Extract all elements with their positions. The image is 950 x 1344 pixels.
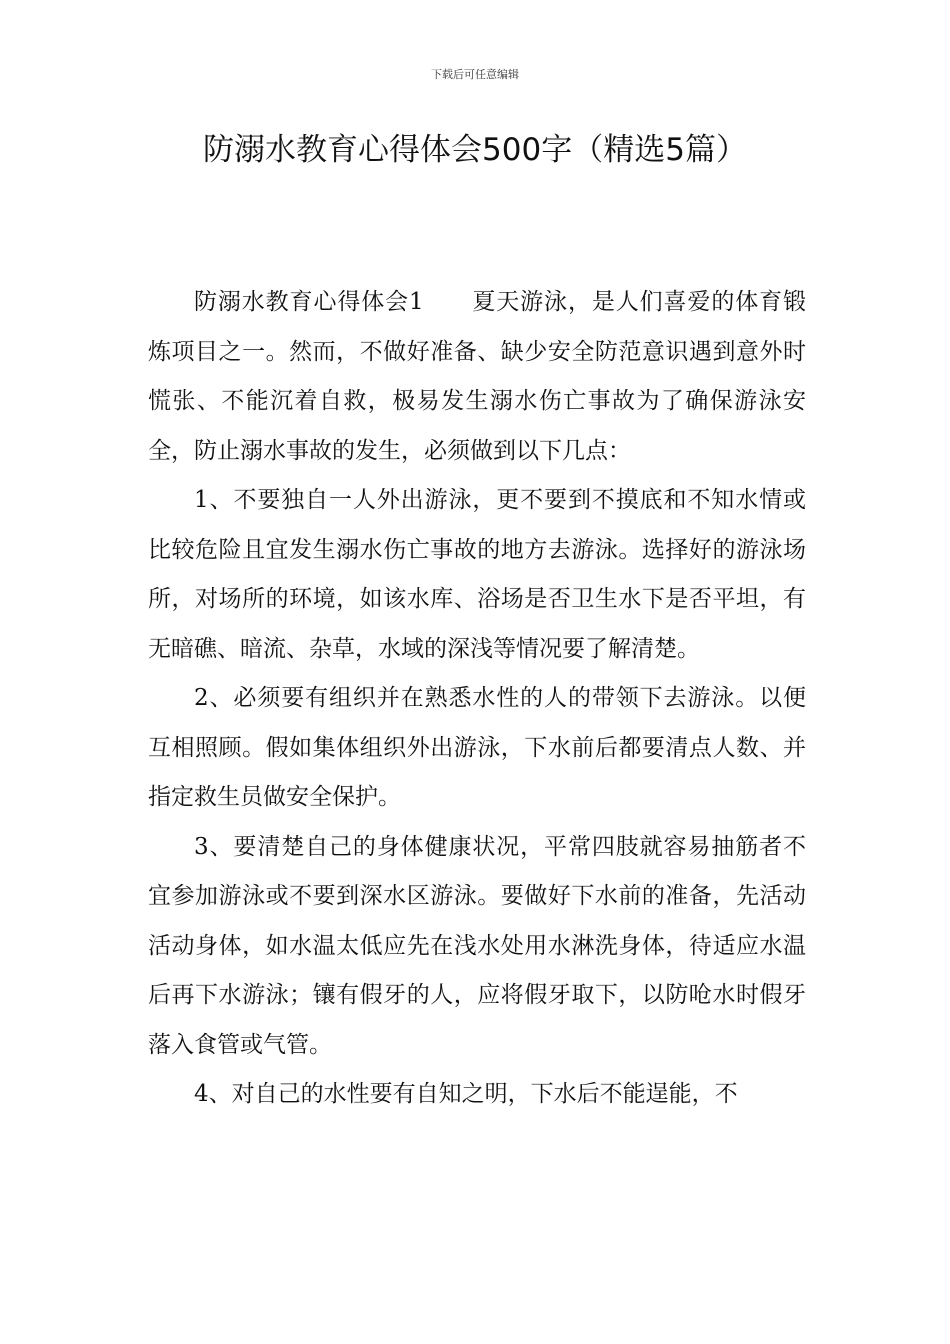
section-heading: 防溺水教育心得体会1 xyxy=(194,289,473,315)
paragraph-text: 3、要清楚自己的身体健康状况，平常四肢就容易抽筋者不宜参加游泳或不要到深水区游泳。要做好下水前的准备，先活动活动身体，如水温太低应先在浅水处用水淋洗身体，待适应水温后再下水游泳；镶有假牙的人，应将假牙取下，以防呛水时假牙落入食管或气管。 xyxy=(148,833,806,1058)
paragraph-point-3 xyxy=(148,823,806,1071)
paragraph-text: 2、必须要有组织并在熟悉水性的人的带领下去游泳。以便互相照顾。假如集体组织外出游泳，下水前后都要清点人数、并指定救生员做安全保护。 xyxy=(148,685,806,810)
header-note: 下载后可任意编辑 xyxy=(431,68,519,81)
paragraph-point-2 xyxy=(148,674,806,823)
paragraph-intro xyxy=(148,278,806,476)
paragraph-text: 1、不要独自一人外出游泳，更不要到不摸底和不知水情或比较危险且宜发生溺水伤亡事故的地方去游泳。选择好的游泳场所，对场所的环境，如该水库、浴场是否卫生水下是否平坦，有无暗礁、暗流、杂草，水域的深浅等情况要了解清楚。 xyxy=(148,487,806,662)
paragraph-point-1 xyxy=(148,476,806,674)
paragraph-text: 4、对自己的水性要有自知之明，下水后不能逞能，不 xyxy=(194,1081,738,1107)
document-title: 防溺水教育心得体会500字（精选5篇） xyxy=(203,132,747,168)
paragraph-point-4 xyxy=(148,1070,806,1120)
document-body xyxy=(148,278,806,1120)
paragraph-text: 夏天游泳，是人们喜爱的体育锻炼项目之一。然而，不做好准备、缺少安全防范意识遇到意外时慌张、不能沉着自救，极易发生溺水伤亡事故为了确保游泳安全，防止溺水事故的发生，必须做到以下几点： xyxy=(148,289,807,464)
